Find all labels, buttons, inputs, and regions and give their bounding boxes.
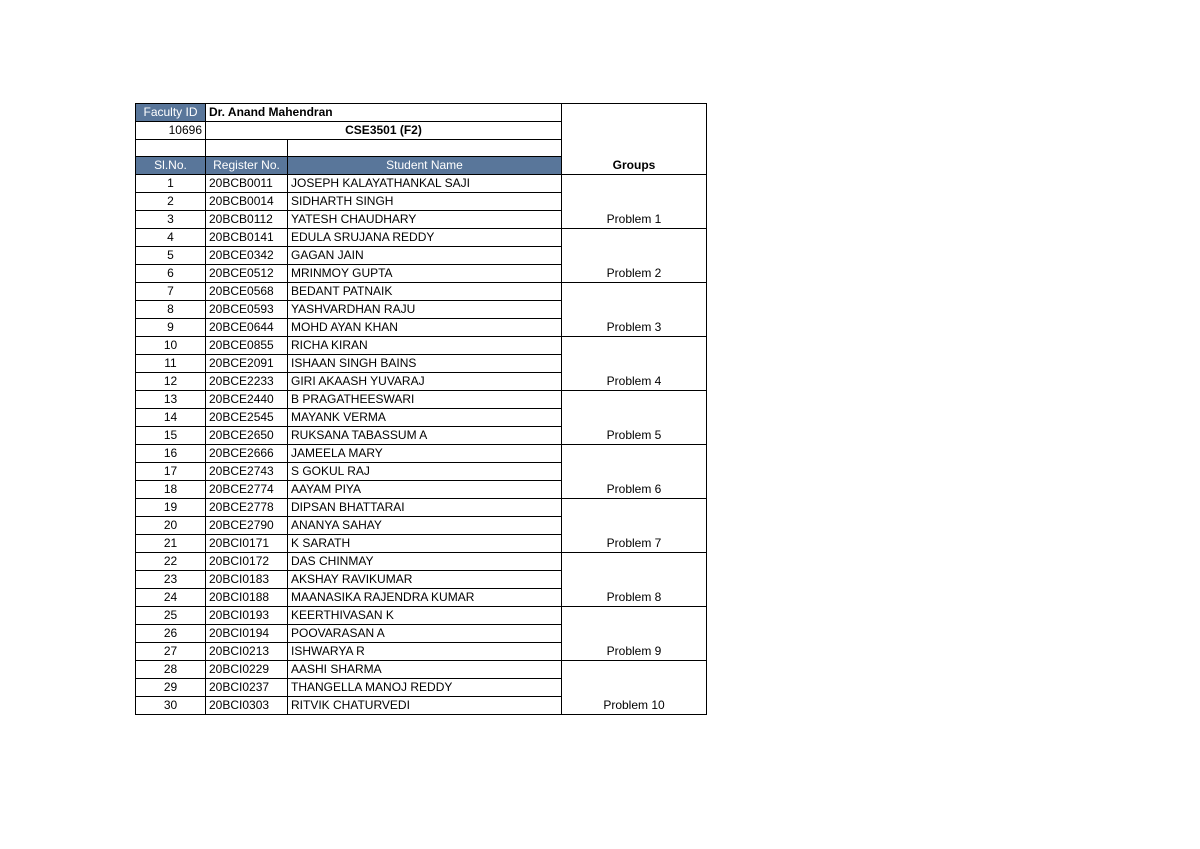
register-no-cell: 20BCE2545 [206,409,288,427]
student-name-cell: K SARATH [288,535,562,553]
blank-cell [136,140,206,157]
blank-cell [288,140,562,157]
student-name-cell: POOVARASAN A [288,625,562,643]
sl-no-cell: 26 [136,625,206,643]
register-no-cell: 20BCI0188 [206,589,288,607]
student-name-cell: YATESH CHAUDHARY [288,211,562,229]
table-row [136,553,707,571]
student-group-table [135,103,707,715]
register-no-cell: 20BCE2091 [206,355,288,373]
faculty-id-label: Faculty ID [136,104,206,122]
sl-no-cell: 6 [136,265,206,283]
register-no-cell: 20BCI0172 [206,553,288,571]
course-code: CSE3501 (F2) [206,122,562,140]
student-name-cell: GIRI AKAASH YUVARAJ [288,373,562,391]
register-no-cell: 20BCE0512 [206,265,288,283]
sl-no-cell: 27 [136,643,206,661]
group-cell: Problem 8 [562,553,707,607]
sl-no-cell: 29 [136,679,206,697]
sl-no-cell: 14 [136,409,206,427]
sl-no-cell: 18 [136,481,206,499]
student-name-cell: SIDHARTH SINGH [288,193,562,211]
sl-no-cell: 1 [136,175,206,193]
register-no-cell: 20BCI0171 [206,535,288,553]
register-no-cell: 20BCI0194 [206,625,288,643]
student-name-cell: THANGELLA MANOJ REDDY [288,679,562,697]
student-name-cell: MRINMOY GUPTA [288,265,562,283]
register-no-cell: 20BCE0644 [206,319,288,337]
student-name-cell: JOSEPH KALAYATHANKAL SAJI [288,175,562,193]
register-no-cell: 20BCB0141 [206,229,288,247]
student-name-cell: ANANYA SAHAY [288,517,562,535]
group-cell: Problem 4 [562,337,707,391]
sl-no-cell: 4 [136,229,206,247]
register-no-cell: 20BCE2666 [206,445,288,463]
sl-no-cell: 24 [136,589,206,607]
group-cell: Problem 6 [562,445,707,499]
sl-no-cell: 19 [136,499,206,517]
table-row [136,175,707,193]
register-no-cell: 20BCE2650 [206,427,288,445]
register-no-cell: 20BCE2743 [206,463,288,481]
student-name-cell: ISHWARYA R [288,643,562,661]
table-row [136,661,707,679]
table-row [136,337,707,355]
register-no-cell: 20BCI0183 [206,571,288,589]
table-row [136,445,707,463]
register-no-cell: 20BCI0193 [206,607,288,625]
table-row [136,607,707,625]
register-no-cell: 20BCI0213 [206,643,288,661]
register-no-cell: 20BCI0229 [206,661,288,679]
sl-no-cell: 11 [136,355,206,373]
student-name-cell: BEDANT PATNAIK [288,283,562,301]
student-name-cell: ISHAAN SINGH BAINS [288,355,562,373]
register-no-cell: 20BCE0593 [206,301,288,319]
faculty-row [136,104,707,122]
student-name-cell: MAANASIKA RAJENDRA KUMAR [288,589,562,607]
sl-no-cell: 9 [136,319,206,337]
student-name-cell: KEERTHIVASAN K [288,607,562,625]
student-name-cell: B PRAGATHEESWARI [288,391,562,409]
register-no-cell: 20BCE2774 [206,481,288,499]
sl-no-cell: 16 [136,445,206,463]
student-name-cell: RICHA KIRAN [288,337,562,355]
student-name-header: Student Name [288,157,562,175]
student-name-cell: YASHVARDHAN RAJU [288,301,562,319]
sl-no-header: Sl.No. [136,157,206,175]
sl-no-cell: 21 [136,535,206,553]
register-no-cell: 20BCE2233 [206,373,288,391]
sl-no-cell: 20 [136,517,206,535]
table-row [136,283,707,301]
sl-no-cell: 13 [136,391,206,409]
student-name-cell: RUKSANA TABASSUM A [288,427,562,445]
faculty-name: Dr. Anand Mahendran [206,104,562,122]
student-name-cell: EDULA SRUJANA REDDY [288,229,562,247]
sl-no-cell: 12 [136,373,206,391]
student-name-cell: AASHI SHARMA [288,661,562,679]
group-cell: Problem 1 [562,175,707,229]
register-no-cell: 20BCB0112 [206,211,288,229]
register-no-cell: 20BCE2440 [206,391,288,409]
table-row [136,499,707,517]
register-no-cell: 20BCB0011 [206,175,288,193]
group-cell: Problem 7 [562,499,707,553]
register-no-cell: 20BCB0014 [206,193,288,211]
sl-no-cell: 8 [136,301,206,319]
sl-no-cell: 5 [136,247,206,265]
blank-cell [206,140,288,157]
group-cell: Problem 2 [562,229,707,283]
student-name-cell: DAS CHINMAY [288,553,562,571]
student-name-cell: S GOKUL RAJ [288,463,562,481]
faculty-id-value: 10696 [136,122,206,140]
student-name-cell: JAMEELA MARY [288,445,562,463]
register-no-cell: 20BCI0237 [206,679,288,697]
table-row [136,229,707,247]
sl-no-cell: 30 [136,697,206,715]
student-name-cell: AKSHAY RAVIKUMAR [288,571,562,589]
sl-no-cell: 15 [136,427,206,445]
sl-no-cell: 10 [136,337,206,355]
student-name-cell: GAGAN JAIN [288,247,562,265]
register-no-cell: 20BCE2790 [206,517,288,535]
group-cell: Problem 5 [562,391,707,445]
table-row [136,391,707,409]
register-no-cell: 20BCE0568 [206,283,288,301]
register-no-header: Register No. [206,157,288,175]
student-name-cell: MOHD AYAN KHAN [288,319,562,337]
sl-no-cell: 28 [136,661,206,679]
register-no-cell: 20BCI0303 [206,697,288,715]
student-name-cell: RITVIK CHATURVEDI [288,697,562,715]
sl-no-cell: 2 [136,193,206,211]
sl-no-cell: 7 [136,283,206,301]
group-cell: Problem 10 [562,661,707,715]
student-name-cell: DIPSAN BHATTARAI [288,499,562,517]
group-cell: Problem 9 [562,607,707,661]
group-cell: Problem 3 [562,283,707,337]
sl-no-cell: 17 [136,463,206,481]
sl-no-cell: 25 [136,607,206,625]
sl-no-cell: 3 [136,211,206,229]
register-no-cell: 20BCE2778 [206,499,288,517]
sl-no-cell: 22 [136,553,206,571]
sl-no-cell: 23 [136,571,206,589]
groups-column-header: Groups [562,104,707,175]
student-name-cell: AAYAM PIYA [288,481,562,499]
register-no-cell: 20BCE0855 [206,337,288,355]
register-no-cell: 20BCE0342 [206,247,288,265]
student-name-cell: MAYANK VERMA [288,409,562,427]
